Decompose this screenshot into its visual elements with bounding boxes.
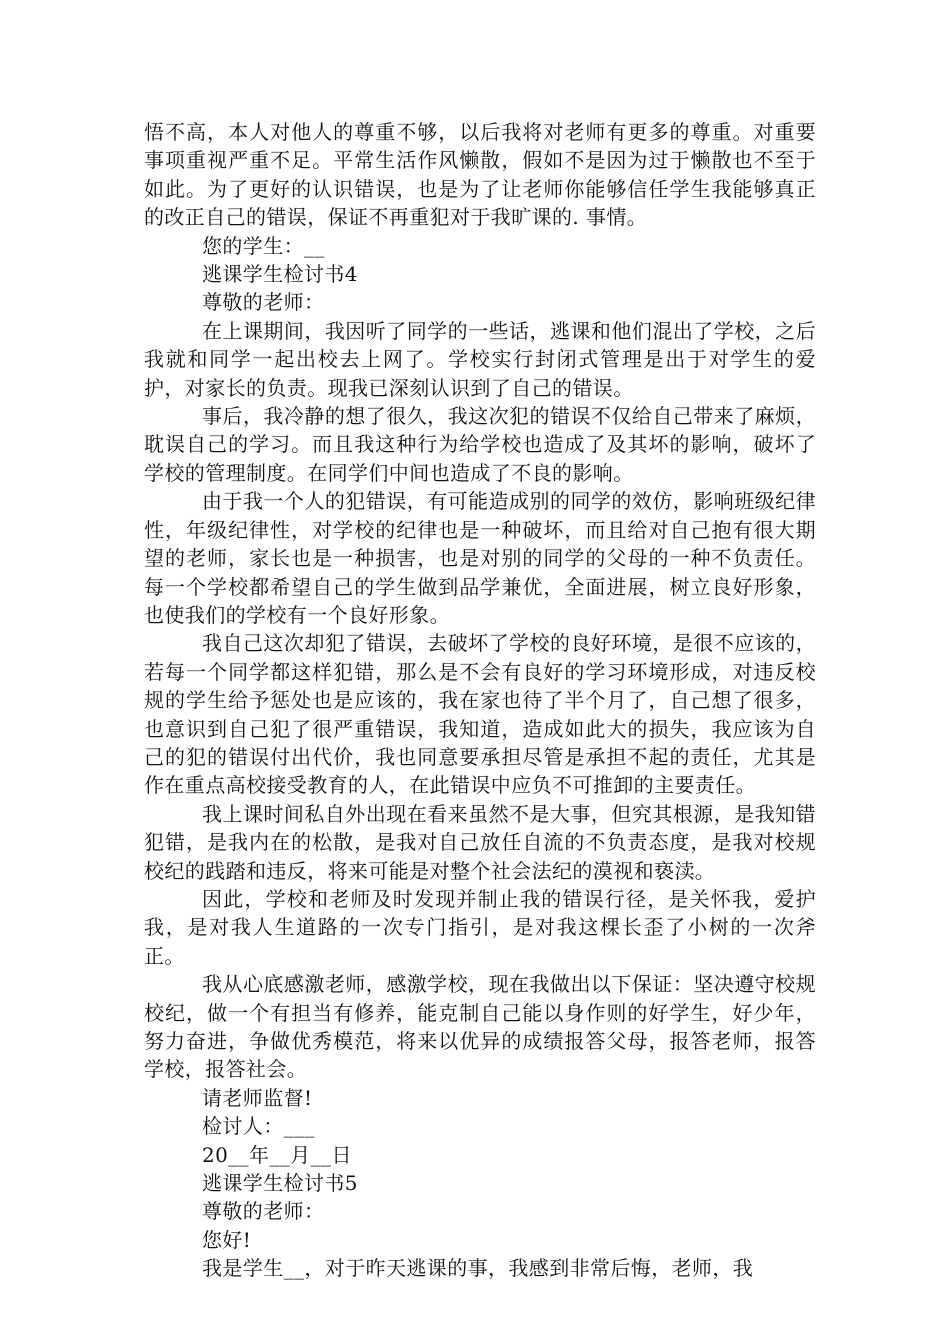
paragraph: 我上课时间私自外出现在看来虽然不是大事，但究其根源，是我知错犯错，是我内在的松散，是我对自己放任自流的不负责态度，是我对校规校纪的践踏和违反，将来可能是对整个社会法纪的漠视和亵渎。	[144, 801, 816, 883]
paragraph: 我是学生__，对于昨天逃课的事，我感到非常后悔，老师，我	[202, 1256, 754, 1281]
salutation: 尊敬的老师：	[202, 290, 325, 315]
closing-request: 请老师监督!	[202, 1085, 313, 1110]
section-heading-5: 逃课学生检讨书5	[202, 1171, 358, 1196]
document-body	[144, 118, 816, 1283]
paragraph: 在上课期间，我因听了同学的一些话，逃课和他们混出了学校，之后我就和同学一起出校去上网了。学校实行封闭式管理是出于对学生的爱护，对家长的负责。现我已深刻认识到了自己的错误。	[144, 318, 816, 400]
signature-student: 您的学生：__	[202, 233, 325, 258]
section-heading-4: 逃课学生检讨书4	[202, 262, 358, 287]
date-line: 20__年__月__日	[202, 1142, 352, 1167]
paragraph: 我从心底感激老师，感激学校，现在我做出以下保证：坚决遵守校规校纪，做一个有担当有修养，能克制自己能以身作则的好学生，好少年，努力奋进，争做优秀模范，将来以优异的成绩报答父母，报答老师，报答学校，报答社会。	[144, 972, 816, 1082]
greeting: 您好!	[202, 1227, 252, 1252]
signature-reviewer: 检讨人：___	[202, 1114, 315, 1139]
paragraph: 因此，学校和老师及时发现并制止我的错误行径，是关怀我，爱护我，是对我人生道路的一次专门指引，是对我这棵长歪了小树的一次斧正。	[144, 886, 816, 968]
salutation: 尊敬的老师：	[202, 1199, 325, 1224]
paragraph: 我自己这次却犯了错误，去破坏了学校的良好环境，是很不应该的，若每一个同学都这样犯错，那么是不会有良好的学习环境形成，对违反校规的学生给予惩处也是应该的，我在家也待了半个月了，自己想了很多，也意识到自己犯了很严重错误，我知道，造成如此大的损失，我应该为自己的犯的错误付出代价，我也同意要承担尽管是承担不起的责任，尤其是作在重点高校接受教育的人，在此错误中应负不可推卸的主要责任。	[144, 631, 816, 798]
paragraph-continuation: 悟不高，本人对他人的尊重不够，以后我将对老师有更多的尊重。对重要事项重视严重不足。平常生活作风懒散，假如不是因为过于懒散也不至于如此。为了更好的认识错误，也是为了让老师你能够信任学生我能够真正的改正自己的错误，保证不再重犯对于我旷课的. 事情。	[144, 120, 816, 230]
paragraph: 事后，我冷静的想了很久，我这次犯的错误不仅给自己带来了麻烦，耽误自己的学习。而且我这种行为给学校也造成了及其坏的影响，破坏了学校的管理制度。在同学们中间也造成了不良的影响。	[144, 404, 816, 485]
paragraph: 由于我一个人的犯错误，有可能造成别的同学的效仿，影响班级纪律性，年级纪律性，对学校的纪律也是一种破坏，而且给对自己抱有很大期望的老师，家长也是一种损害，也是对别的同学的父母的一种不负责任。每一个学校都希望自己的学生做到品学兼优，全面进展，树立良好形象，也使我们的学校有一个良好形象。	[144, 489, 816, 627]
